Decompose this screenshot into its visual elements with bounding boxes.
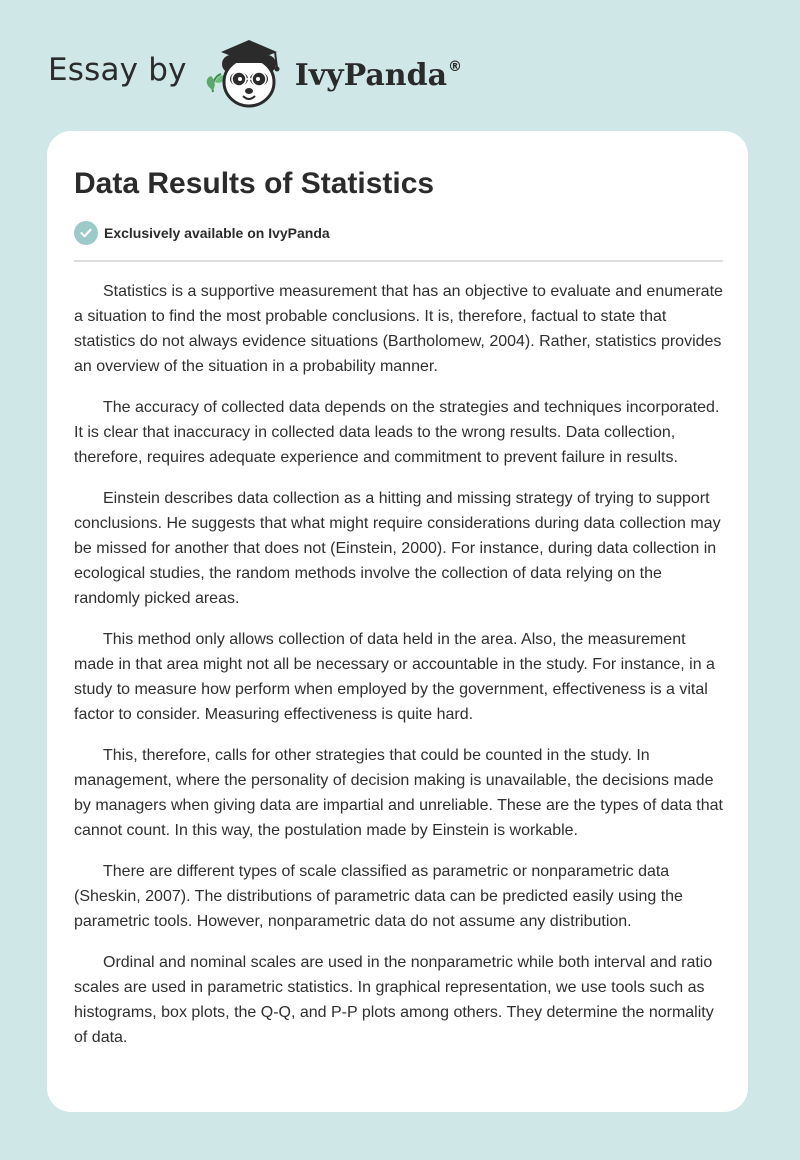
- paragraph: This method only allows collection of data held in the area. Also, the measurement made in that area might not all be necessary or accountable in the study. For instance, in a study to measure how perform when employed by the government, effectiveness is a vital factor to consider. Measuring effectiveness is quite hard.: [74, 631, 715, 723]
- page-title: Data Results of Statistics: [74, 167, 435, 200]
- panda-graduate-icon[interactable]: [201, 34, 293, 114]
- check-circle-icon: [74, 221, 98, 245]
- paragraph: Statistics is a supportive measurement that has an objective to evaluate and enumerate a situation to find the most probable conclusions. It is, therefore, factual to state that statistics do not always evidence situations (Bartholomew, 2004). Rather, statistics provides an overview of the situation in a probability manner.: [74, 283, 723, 375]
- exclusive-label: Exclusively available on IvyPanda: [104, 225, 330, 241]
- paragraph: The accuracy of collected data depends on the strategies and techniques incorporated. It is clear that inaccuracy in collected data leads to the wrong results. Data collection, therefore, requires adequate experience and commitment to prevent failure in results.: [74, 399, 720, 466]
- essay-by-label: Essay by: [48, 52, 187, 88]
- article-card: [47, 131, 748, 1112]
- paragraph: Ordinal and nominal scales are used in the nonparametric while both interval and ratio scales are used in parametric statistics. In graphical representation, we use tools such as histograms, box plots, the Q-Q, and P-P plots among others. They determine the normality of data.: [74, 954, 714, 1046]
- site-header: [48, 34, 462, 114]
- article-body: [74, 279, 726, 1066]
- paragraph: Einstein describes data collection as a hitting and missing strategy of trying to support conclusions. He suggests that what might require considerations during data collection may be missed for another that does not (Einstein, 2000). For instance, during data collection in ecological studies, the random methods involve the collection of data relying on the randomly picked areas.: [74, 490, 721, 607]
- registered-mark: ®: [448, 58, 463, 75]
- paragraph: There are different types of scale classified as parametric or nonparametric data (Sheskin, 2007). The distributions of parametric data can be predicted easily using the parametric tools. However, nonparametric data do not assume any distribution.: [74, 863, 683, 930]
- paragraph: This, therefore, calls for other strategies that could be counted in the study. In management, where the personality of decision making is unavailable, the decisions made by managers when giving data are impartial and unreliable. These are the types of data that cannot count. In this way, the postulation made by Einstein is workable.: [74, 747, 723, 839]
- divider: [74, 260, 723, 262]
- brand-name[interactable]: IvyPanda®: [294, 57, 463, 93]
- exclusive-badge: [74, 221, 330, 245]
